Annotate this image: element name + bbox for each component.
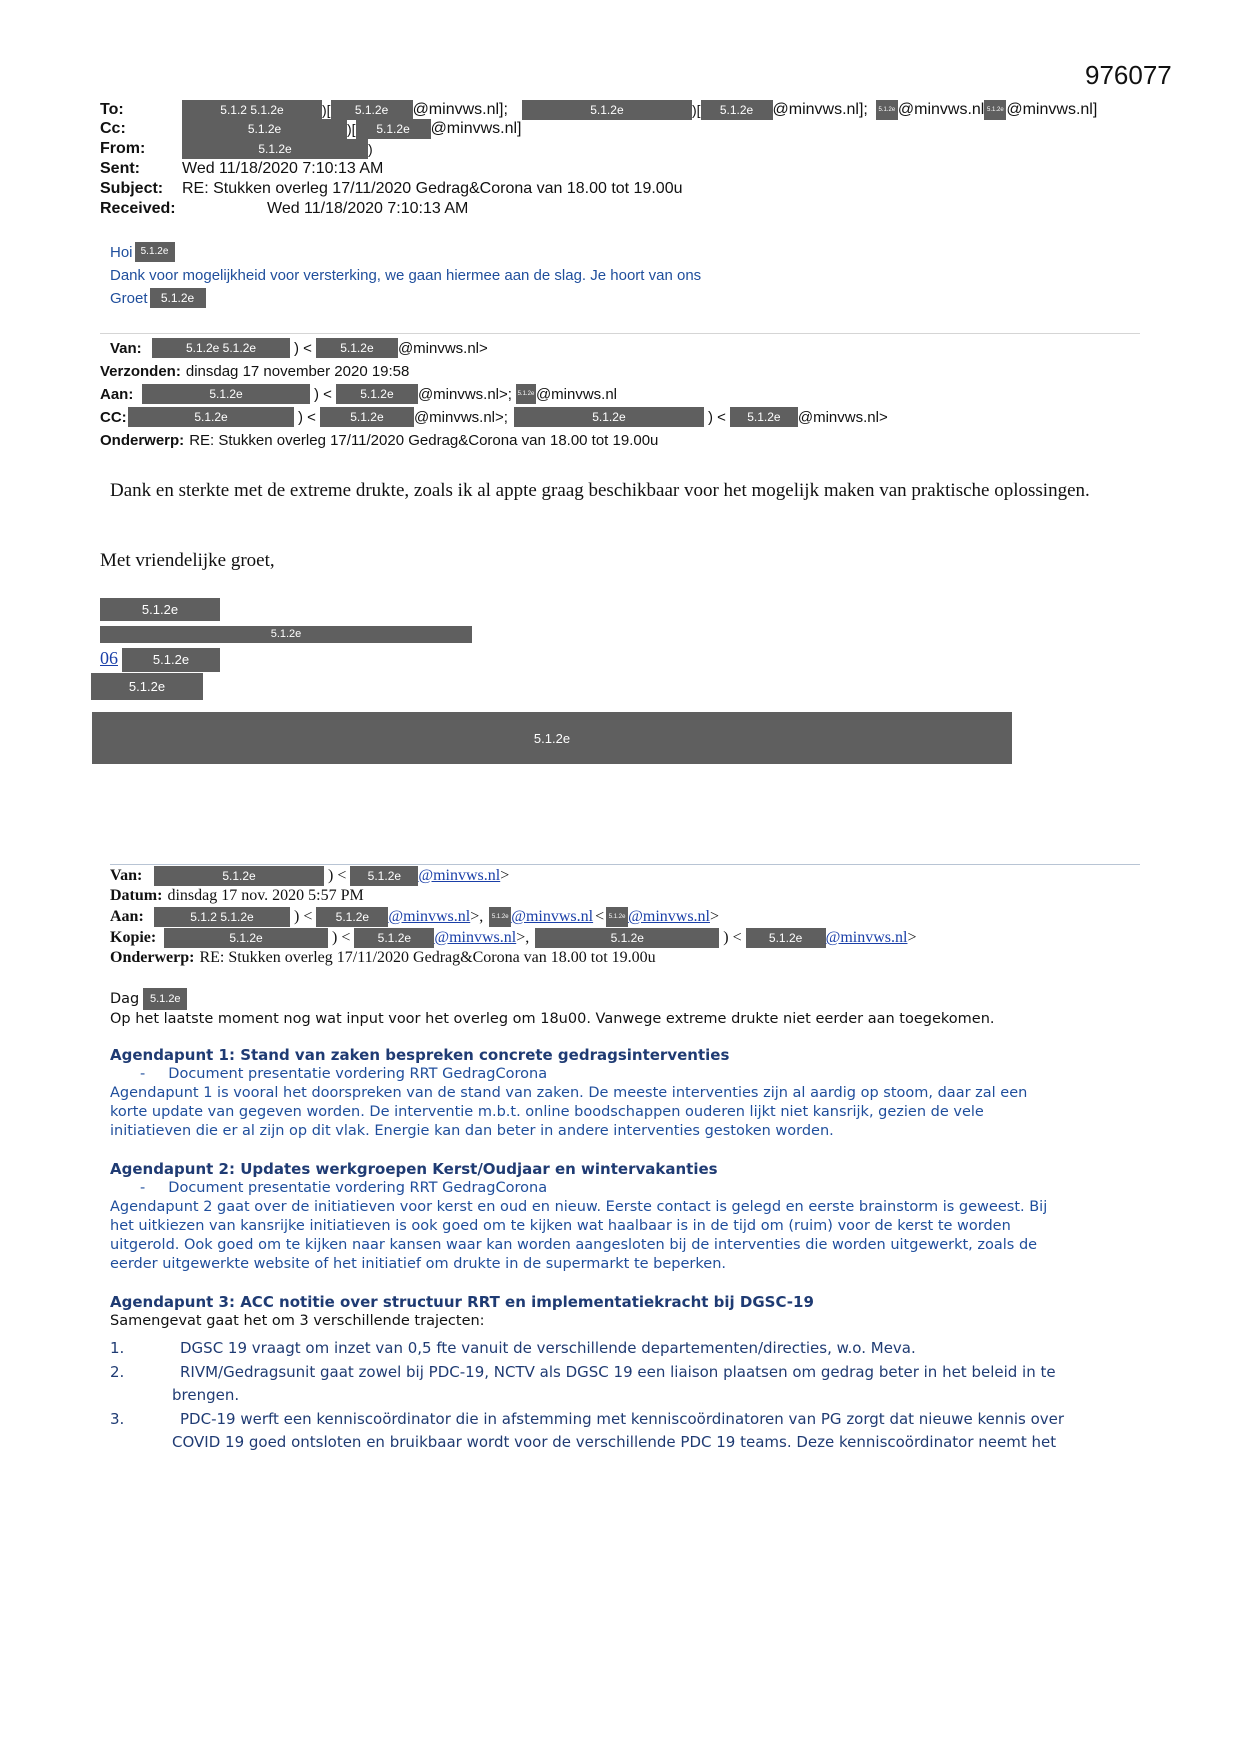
email-domain: @minvws.nl]: [1006, 101, 1098, 118]
email-domain: @minvws.nl]: [430, 120, 522, 137]
redaction: 5.1.2e: [182, 119, 347, 139]
redaction: 5.1.2e: [489, 907, 511, 927]
redaction: 5.1.2e: [354, 928, 434, 948]
email2-regards: Met vriendelijke groet,: [100, 550, 275, 571]
agenda-1-text: Agendapunt 1 is vooral het doorspreken van de stand van zaken. De meeste interventies zijn al aardig op stoom, daar zal een korte update van gegeven worden. De interventie m.b.t. online boodschappen ouderen lijkt niet kansrijk, gezien de vele initiatieven die er al zijn op dit vlak. Energie kan dan beter in andere interventies gestoken worden.: [110, 1085, 1028, 1139]
list-item: 1. DGSC 19 vraagt om inzet van 0,5 fte vanuit de verschillende departementen/directies, w.o. Meva.: [110, 1339, 916, 1357]
redaction-block: 5.1.2e: [92, 712, 1012, 764]
sent-label: Sent:: [100, 160, 140, 177]
email-domain: @minvws.nl: [897, 101, 985, 118]
list-item: 3. PDC-19 werft een kenniscoördinator die in afstemming met kenniscoördinatoren van PG zorgt dat nieuwe kennis over: [110, 1410, 1065, 1428]
email3-intro: Op het laatste moment nog wat input voor het overleg om 18u00. Vanwege extreme drukte niet eerder aan toegekomen.: [110, 1011, 995, 1027]
agenda-3-title: Agendapunt 3: ACC notitie over structuur RRT en implementatiekracht bij DGSC-19: [110, 1293, 814, 1311]
redaction: 5.1.2e: [701, 100, 773, 120]
email2-van-row: Van: 5.1.2e 5.1.2e ) < 5.1.2e @minvws.nl>: [110, 339, 488, 357]
redaction: 5.1.2e: [606, 907, 628, 927]
redaction: 5.1.2e: [135, 242, 175, 262]
redaction: 5.1.2e: [128, 407, 294, 427]
document-number: 976077: [1085, 60, 1172, 90]
agenda-1-bullet: - Document presentatie vordering RRT GedragCorona: [140, 1066, 548, 1082]
redaction: 5.1.2e: [522, 100, 692, 120]
agenda-3-intro: Samengevat gaat het om 3 verschillende trajecten:: [110, 1313, 485, 1329]
agenda-3-list: 1. DGSC 19 vraagt om inzet van 0,5 fte vanuit de verschillende departementen/directies, w.o. Meva. 2. RIVM/Gedragsunit gaat zowel bij PDC-19, NCTV als DGSC 19 een liaison plaatsen om gedrag beter in het beleid in te brengen. 3. PDC-19 werft een kenniscoördinator die in afstemming met kenniscoördinatoren van PG zorgt dat nieuwe kennis over COVID 19 goed ontsloten en bruikbaar wordt voor de verschillende PDC 19 teams. Deze kenniscoördinator neemt het: [110, 1337, 1140, 1454]
email3-onderwerp-row: Onderwerp: RE: Stukken overleg 17/11/2020 Gedrag&Corona van 18.00 tot 19.00u: [110, 949, 656, 966]
cc-label: Cc:: [100, 120, 126, 137]
redaction: 5.1.2e: [730, 407, 798, 427]
redaction: 5.1.2e: [142, 384, 310, 404]
email1-to-row: To: 5.1.2 5.1.2e )[ 5.1.2e @minvws.nl]; 5.1.2e )[ 5.1.2e @minvws.nl]; 5.1.2e @minvws.nl 5.1.2e @minvws.nl]: [100, 101, 1098, 118]
email2-verzonden-row: Verzonden: dinsdag 17 november 2020 19:58: [100, 362, 410, 380]
email-domain: @minvws.nl];: [412, 101, 508, 118]
redaction: 5.1.2e: [350, 866, 418, 886]
redaction: 5.1.2e: [154, 866, 324, 886]
redaction: 5.1.2e: [336, 384, 418, 404]
email2-onderwerp-row: Onderwerp: RE: Stukken overleg 17/11/2020 Gedrag&Corona van 18.00 tot 19.00u: [100, 431, 659, 449]
email1-closing: Groet 5.1.2e: [110, 288, 206, 308]
email1-greeting: Hoi 5.1.2e: [110, 242, 175, 262]
redaction: 5.1.2e: [746, 928, 826, 948]
redaction: 5.1.2e 5.1.2e: [152, 338, 290, 358]
received-value: Wed 11/18/2020 7:10:13 AM: [267, 200, 469, 217]
redaction: 5.1.2e: [316, 907, 388, 927]
email2-body: Dank en sterkte met de extreme drukte, zoals ik al appte graag beschikbaar voor het mogelijk maken van praktische oplossingen.: [110, 480, 1090, 501]
agenda-1-title: Agendapunt 1: Stand van zaken bespreken concrete gedragsinterventies: [110, 1046, 730, 1064]
email3-datum-row: Datum: dinsdag 17 nov. 2020 5:57 PM: [110, 887, 364, 904]
redaction: 5.1.2e: [122, 648, 220, 672]
email3-kopie-row: Kopie: 5.1.2e ) < 5.1.2e @minvws.nl >, 5.1.2e ) < 5.1.2e @minvws.nl >: [110, 929, 917, 946]
from-label: From:: [100, 140, 146, 157]
divider: [110, 864, 1140, 865]
email-domain: @minvws.nl];: [772, 101, 868, 118]
email2-aan-row: Aan: 5.1.2e ) < 5.1.2e @minvws.nl>; 5.1.2e @minvws.nl: [100, 385, 618, 403]
list-item: 2. RIVM/Gedragsunit gaat zowel bij PDC-19, NCTV als DGSC 19 een liaison plaatsen om gedrag beter in het beleid in te: [110, 1363, 1056, 1381]
redaction: 5.1.2e: [876, 100, 898, 120]
email1-from-row: From: 5.1.2e ): [100, 140, 373, 157]
redaction: 5.1.2e: [100, 598, 220, 621]
email3-van-row: Van: 5.1.2e ) < 5.1.2e @minvws.nl >: [110, 867, 510, 884]
redaction: 5.1.2 5.1.2e: [182, 100, 322, 120]
agenda-2-bullet: - Document presentatie vordering RRT GedragCorona: [140, 1180, 548, 1196]
subject-value: RE: Stukken overleg 17/11/2020 Gedrag&Corona van 18.00 tot 19.00u: [182, 180, 683, 197]
redaction: 5.1.2e: [182, 139, 368, 159]
to-label: To:: [100, 101, 124, 118]
sent-value: Wed 11/18/2020 7:10:13 AM: [182, 160, 384, 177]
divider: [100, 333, 1140, 334]
received-label: Received:: [100, 200, 176, 217]
redaction: 5.1.2e: [516, 384, 536, 404]
email1-subject-row: [100, 179, 683, 199]
email1-body: Dank voor mogelijkheid voor versterking, we gaan hiermee aan de slag. Je hoort van ons: [110, 266, 702, 284]
redaction: 5.1.2e: [320, 407, 414, 427]
phone-prefix[interactable]: 06: [100, 648, 118, 668]
redaction: 5.1.2e: [164, 928, 328, 948]
redaction: 5.1.2e: [331, 100, 413, 120]
email3-aan-row: Aan: 5.1.2 5.1.2e ) < 5.1.2e @minvws.nl >, 5.1.2e @minvws.nl < 5.1.2e @minvws.nl >: [110, 908, 720, 925]
redaction: 5.1.2 5.1.2e: [154, 907, 290, 927]
redaction: 5.1.2e: [514, 407, 704, 427]
email1-sent-row: [100, 159, 383, 179]
email3-greeting: Dag 5.1.2e: [110, 989, 187, 1009]
agenda-2-title: Agendapunt 2: Updates werkgroepen Kerst/Oudjaar en wintervakanties: [110, 1160, 718, 1178]
email1-cc-row: Cc: 5.1.2e )[ 5.1.2e @minvws.nl]: [100, 120, 522, 137]
email2-cc-row: CC: 5.1.2e ) < 5.1.2e @minvws.nl>; 5.1.2e ) < 5.1.2e @minvws.nl>: [100, 408, 888, 426]
redaction: 5.1.2e: [316, 338, 398, 358]
redaction: 5.1.2e: [535, 928, 719, 948]
redaction: 5.1.2e: [356, 119, 431, 139]
redaction: 5.1.2e: [91, 673, 203, 700]
redaction: 5.1.2e: [143, 988, 187, 1010]
redaction: 5.1.2e: [150, 288, 206, 308]
redaction: 5.1.2e: [984, 100, 1006, 120]
redaction: 5.1.2e: [100, 626, 472, 643]
agenda-2-text: Agendapunt 2 gaat over de initiatieven voor kerst en oud en nieuw. Eerste contact is gelegd en eerste brainstorm is geweest. Bij het uitkiezen van kansrijke initiatieven is ook goed om te kijken wat haalbaar is in de tijd om (ruim) voor de kerst te worden uitgerold. Ook goed om te kijken naar kansen waar kan worden aangesloten bij de interventies die worden uitgewerkt, zoals de eerder uitgewerkte website of het initiatief om drukte in de supermarkt te beperken.: [110, 1199, 1048, 1272]
subject-label: Subject:: [100, 180, 164, 197]
email1-received-row: [100, 199, 468, 219]
